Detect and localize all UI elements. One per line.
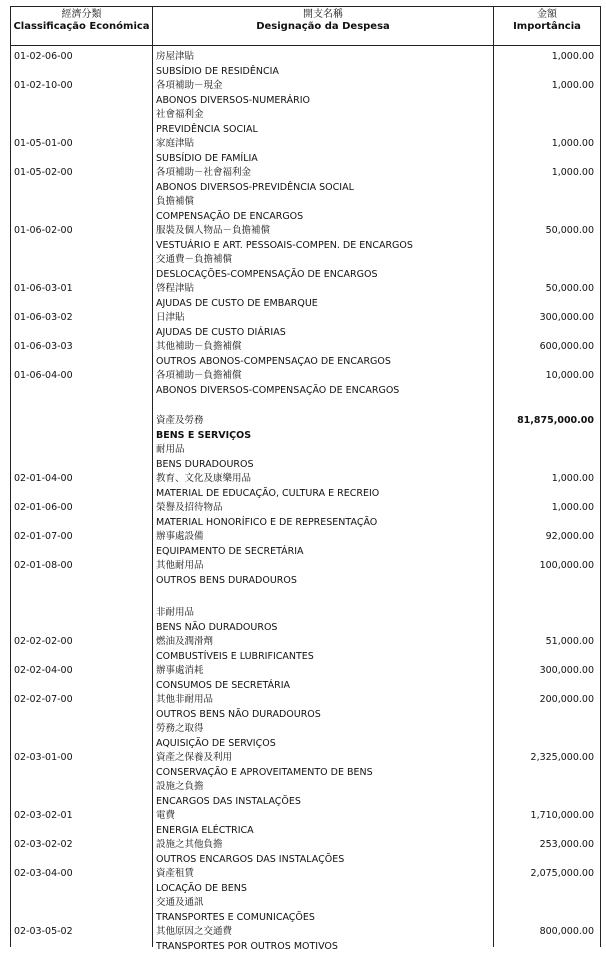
table-row	[11, 414, 600, 443]
table-row	[11, 311, 600, 340]
row-amount: 81,875,000.00	[517, 414, 594, 428]
row-designation	[156, 472, 379, 501]
row-designation	[156, 79, 310, 108]
row-designation-zh: 其他非耐用品	[156, 693, 321, 708]
row-code: 02-01-08-00	[14, 559, 73, 573]
row-designation-zh: 設施之負擔	[156, 780, 301, 795]
row-designation-zh: 各項補助－負擔補償	[156, 369, 399, 384]
row-amount: 10,000.00	[546, 369, 594, 383]
table-row	[11, 606, 600, 635]
table-row	[11, 838, 600, 867]
table-row	[11, 751, 600, 780]
row-amount: 50,000.00	[546, 224, 594, 238]
header-classification-zh: 經濟分類	[11, 9, 152, 21]
table-row	[11, 809, 600, 838]
row-code: 01-06-03-03	[14, 340, 73, 354]
row-designation	[156, 253, 378, 282]
row-designation-pt: ABONOS DIVERSOS-NUMERÁRIO	[156, 94, 310, 109]
row-designation-zh: 其他原因之交通費	[156, 925, 338, 940]
table-row	[11, 664, 600, 693]
row-amount: 2,325,000.00	[531, 751, 594, 765]
row-amount: 1,000.00	[552, 166, 594, 180]
row-designation	[156, 780, 301, 809]
row-code: 02-01-06-00	[14, 501, 73, 515]
row-amount: 1,000.00	[552, 79, 594, 93]
header-rule	[11, 45, 600, 46]
row-designation-zh: 交通及通訊	[156, 896, 315, 911]
row-designation	[156, 530, 304, 559]
row-amount: 50,000.00	[546, 282, 594, 296]
table-row	[11, 282, 600, 311]
row-designation-pt: AJUDAS DE CUSTO DIÁRIAS	[156, 326, 286, 341]
row-amount: 51,000.00	[546, 635, 594, 649]
row-designation-pt: BENS NÃO DURADOUROS	[156, 621, 277, 636]
table-row	[11, 340, 600, 369]
row-amount: 92,000.00	[546, 530, 594, 544]
table-row	[11, 635, 600, 664]
header-designation	[153, 7, 493, 45]
row-designation-zh: 辦事處消耗	[156, 664, 290, 679]
row-designation	[156, 369, 399, 398]
table-row	[11, 166, 600, 195]
row-code: 02-02-07-00	[14, 693, 73, 707]
table-row	[11, 559, 600, 588]
row-amount: 1,000.00	[552, 501, 594, 515]
row-designation-pt: DESLOCAÇÕES-COMPENSAÇÃO DE ENCARGOS	[156, 268, 378, 283]
row-designation-pt: MATERIAL HONORÍFICO E DE REPRESENTAÇÃO	[156, 516, 377, 531]
row-designation-pt: SUBSÍDIO DE FAMÍLIA	[156, 152, 258, 167]
row-designation-zh: 各項補助－現金	[156, 79, 310, 94]
row-designation-pt: VESTUÁRIO E ART. PESSOAIS-COMPEN. DE ENCARGOS	[156, 239, 413, 254]
row-code: 01-02-10-00	[14, 79, 73, 93]
row-amount: 2,075,000.00	[531, 867, 594, 881]
row-designation-pt: TRANSPORTES E COMUNICAÇÕES	[156, 911, 315, 926]
row-designation	[156, 751, 373, 780]
row-designation	[156, 606, 277, 635]
row-designation-zh: 社會福利金	[156, 108, 258, 123]
row-designation-pt: EQUIPAMENTO DE SECRETÁRIA	[156, 545, 304, 560]
row-designation-pt: ABONOS DIVERSOS-PREVIDÊNCIA SOCIAL	[156, 181, 354, 196]
row-designation-pt: AQUISIÇÃO DE SERVIÇOS	[156, 737, 276, 752]
row-code: 02-02-02-00	[14, 635, 73, 649]
row-designation-pt: COMBUSTÍVEIS E LUBRIFICANTES	[156, 650, 314, 665]
row-designation-zh: 勞務之取得	[156, 722, 276, 737]
table-row	[11, 896, 600, 925]
row-designation-pt: CONSERVAÇÃO E APROVEITAMENTO DE BENS	[156, 766, 373, 781]
row-code: 01-05-01-00	[14, 137, 73, 151]
table-row	[11, 472, 600, 501]
table-row	[11, 925, 600, 954]
row-designation	[156, 195, 303, 224]
row-amount: 300,000.00	[540, 664, 594, 678]
header-designation-zh: 開支名稱	[153, 9, 493, 21]
table-row	[11, 780, 600, 809]
row-code: 01-06-03-01	[14, 282, 73, 296]
row-designation	[156, 414, 251, 443]
row-designation-zh: 教育、文化及康樂用品	[156, 472, 379, 487]
row-designation-pt: OUTROS ENCARGOS DAS INSTALAÇÕES	[156, 853, 344, 868]
table-row	[11, 253, 600, 282]
row-designation-pt: OUTROS BENS DURADOUROS	[156, 574, 297, 589]
row-designation-zh: 家庭津貼	[156, 137, 258, 152]
row-code: 01-02-06-00	[14, 50, 73, 64]
table-row	[11, 108, 600, 137]
row-amount: 253,000.00	[540, 838, 594, 852]
table-row	[11, 50, 600, 79]
row-designation	[156, 809, 254, 838]
row-designation	[156, 722, 276, 751]
table-row	[11, 443, 600, 472]
row-designation-pt: OUTROS ABONOS-COMPENSAÇAO DE ENCARGOS	[156, 355, 391, 370]
row-designation-zh: 其他耐用品	[156, 559, 297, 574]
row-designation-zh: 資產及勞務	[156, 414, 251, 429]
row-designation-zh: 資產租賃	[156, 867, 247, 882]
row-code: 02-03-04-00	[14, 867, 73, 881]
row-designation-pt: BENS E SERVIÇOS	[156, 429, 251, 444]
table-row	[11, 501, 600, 530]
header-classification	[11, 7, 152, 45]
row-designation-zh: 榮譽及招待物品	[156, 501, 377, 516]
table-row	[11, 79, 600, 108]
row-code: 02-02-04-00	[14, 664, 73, 678]
row-amount: 200,000.00	[540, 693, 594, 707]
row-designation	[156, 867, 247, 896]
row-code: 02-03-01-00	[14, 751, 73, 765]
row-designation	[156, 311, 286, 340]
row-code: 02-01-04-00	[14, 472, 73, 486]
row-amount: 1,710,000.00	[531, 809, 594, 823]
row-amount: 800,000.00	[540, 925, 594, 939]
row-designation-pt: COMPENSAÇÃO DE ENCARGOS	[156, 210, 303, 225]
row-designation-pt: AJUDAS DE CUSTO DE EMBARQUE	[156, 297, 318, 312]
row-designation-pt: OUTROS BENS NÃO DURADOUROS	[156, 708, 321, 723]
table-row	[11, 722, 600, 751]
row-designation-zh: 日津貼	[156, 311, 286, 326]
row-designation	[156, 443, 254, 472]
row-designation-zh: 其他補助－負擔補償	[156, 340, 391, 355]
table-row	[11, 369, 600, 398]
budget-table	[10, 6, 601, 947]
row-designation	[156, 501, 377, 530]
row-designation	[156, 224, 413, 253]
table-row	[11, 137, 600, 166]
row-code: 01-05-02-00	[14, 166, 73, 180]
row-amount: 1,000.00	[552, 50, 594, 64]
row-designation-zh: 各項補助－社會福利金	[156, 166, 354, 181]
row-amount: 600,000.00	[540, 340, 594, 354]
row-amount: 100,000.00	[540, 559, 594, 573]
header-amount-pt: Importância	[494, 21, 600, 33]
table-row	[11, 195, 600, 224]
row-designation-zh: 資產之保養及利用	[156, 751, 373, 766]
row-designation-pt: ENCARGOS DAS INSTALAÇÕES	[156, 795, 301, 810]
row-designation-zh: 非耐用品	[156, 606, 277, 621]
row-code: 01-06-04-00	[14, 369, 73, 383]
row-code: 02-03-02-01	[14, 809, 73, 823]
row-designation	[156, 896, 315, 925]
row-designation	[156, 166, 354, 195]
header-designation-pt: Designação da Despesa	[153, 21, 493, 33]
row-designation-pt: ABONOS DIVERSOS-COMPENSAÇÃO DE ENCARGOS	[156, 384, 399, 399]
row-designation-pt: TRANSPORTES POR OUTROS MOTIVOS	[156, 940, 338, 954]
row-designation-zh: 設施之其他負擔	[156, 838, 344, 853]
table-row	[11, 224, 600, 253]
row-designation	[156, 693, 321, 722]
row-designation	[156, 635, 314, 664]
row-designation	[156, 664, 290, 693]
row-designation-zh: 交通費－負擔補償	[156, 253, 378, 268]
row-designation-zh: 啓程津貼	[156, 282, 318, 297]
row-designation-pt: LOCAÇÃO DE BENS	[156, 882, 247, 897]
table-body	[11, 50, 600, 954]
table-row	[11, 867, 600, 896]
row-code: 02-01-07-00	[14, 530, 73, 544]
header-amount	[494, 7, 600, 45]
row-code: 02-03-02-02	[14, 838, 73, 852]
row-designation	[156, 108, 258, 137]
row-designation	[156, 282, 318, 311]
row-code: 01-06-03-02	[14, 311, 73, 325]
table-row	[11, 693, 600, 722]
row-designation	[156, 559, 297, 588]
row-designation-zh: 電費	[156, 809, 254, 824]
table-row	[11, 530, 600, 559]
row-designation-pt: ENERGIA ELÉCTRICA	[156, 824, 254, 839]
row-designation	[156, 50, 279, 79]
header-amount-zh: 金額	[494, 9, 600, 21]
row-designation-zh: 辦事處設備	[156, 530, 304, 545]
row-designation	[156, 137, 258, 166]
row-designation-zh: 房屋津貼	[156, 50, 279, 65]
row-designation-pt: MATERIAL DE EDUCAÇÃO, CULTURA E RECREIO	[156, 487, 379, 502]
row-designation-pt: SUBSÍDIO DE RESIDÊNCIA	[156, 65, 279, 80]
row-amount: 1,000.00	[552, 137, 594, 151]
row-designation	[156, 838, 344, 867]
header-classification-pt: Classificação Económica	[11, 21, 152, 33]
row-code: 01-06-02-00	[14, 224, 73, 238]
row-designation-zh: 服裝及個人物品－負擔補償	[156, 224, 413, 239]
row-amount: 300,000.00	[540, 311, 594, 325]
row-designation-pt: PREVIDÊNCIA SOCIAL	[156, 123, 258, 138]
row-designation	[156, 340, 391, 369]
row-designation-zh: 燃油及潤滑劑	[156, 635, 314, 650]
row-designation-zh: 耐用品	[156, 443, 254, 458]
row-designation-zh: 負擔補償	[156, 195, 303, 210]
row-amount: 1,000.00	[552, 472, 594, 486]
row-designation-pt: CONSUMOS DE SECRETÁRIA	[156, 679, 290, 694]
row-code: 02-03-05-02	[14, 925, 73, 939]
row-designation	[156, 925, 338, 954]
row-designation-pt: BENS DURADOUROS	[156, 458, 254, 473]
